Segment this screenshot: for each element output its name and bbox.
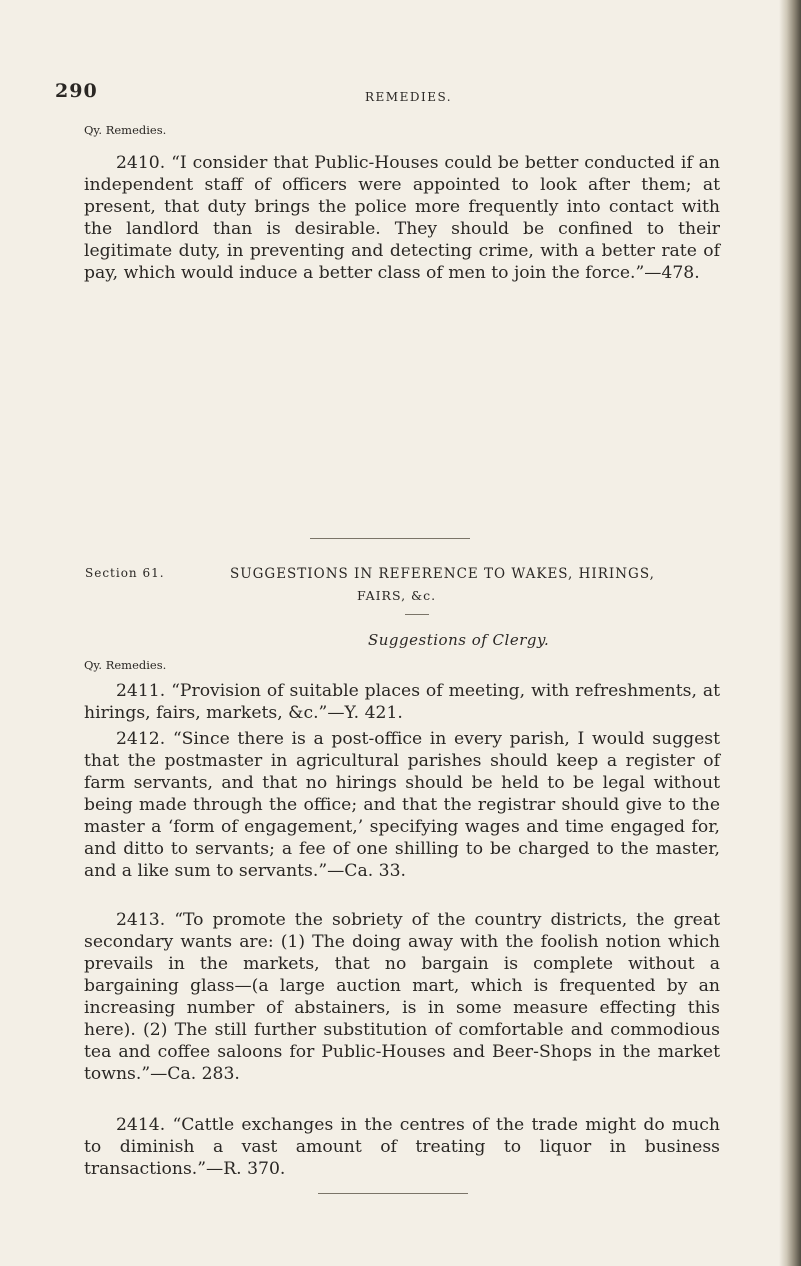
paragraph-2411: 2411. “Provision of suitable places of meeting, with refreshments, at hirings, fairs, markets, &c.”—Y. 421. bbox=[84, 681, 720, 723]
page-number: 290 bbox=[55, 80, 98, 102]
paragraph-2410: 2410. “I consider that Public-Houses could be better conducted if an independent staff of officers were appointed to look after them; at present, that duty brings the police more frequently into contact with the landlord than is desirable. They should be confined to their legitimate duty, in preventing and detecting crime, with a better rate of pay, which would induce a better class of men to join the force.”—478. bbox=[84, 153, 720, 283]
subsection-heading: Suggestions of Clergy. bbox=[368, 631, 550, 649]
running-head: REMEDIES. bbox=[365, 90, 453, 104]
margin-query-label: Qy. Remedies. bbox=[84, 658, 167, 672]
section-title: SUGGESTIONS IN REFERENCE TO WAKES, HIRINGS, bbox=[230, 566, 655, 582]
title-short-rule bbox=[405, 614, 429, 615]
paragraph-2412: 2412. “Since there is a post-office in every parish, I would suggest that the postmaster in agricultural parishes should keep a register of farm servants, and that no hirings should be held to be legal without being made through the office; and that the registrar should give to the master a ‘form of engagement,’ specifying wages and time engaged for, and ditto to servants; a fee of one shilling to be charged to the master, and a like sum to servants.”—Ca. 33. bbox=[84, 729, 720, 881]
end-rule bbox=[318, 1193, 468, 1194]
paragraph-2414: 2414. “Cattle exchanges in the centres of the trade might do much to diminish a vast amount of treating to liquor in business transactions.”—R. 370. bbox=[84, 1115, 720, 1179]
margin-query-label: Qy. Remedies. bbox=[84, 123, 167, 137]
section-label: Section 61. bbox=[85, 566, 165, 580]
paragraph-2413: 2413. “To promote the sobriety of the country districts, the great secondary wants are: (1) The doing away with the foolish notion which prevails in the markets, that no bargain is complete without a bargaining glass—(a large auction mart, which is frequented by an increasing number of abstainers, is in some measure effecting this here). (2) The still further substitution of comfortable and commodious tea and coffee saloons for Public-Houses and Beer-Shops in the market towns.”—Ca. 283. bbox=[84, 910, 720, 1084]
section-title-continued: FAIRS, &c. bbox=[357, 588, 437, 603]
section-divider-rule bbox=[310, 538, 470, 539]
page-edge-shadow bbox=[779, 0, 801, 1266]
